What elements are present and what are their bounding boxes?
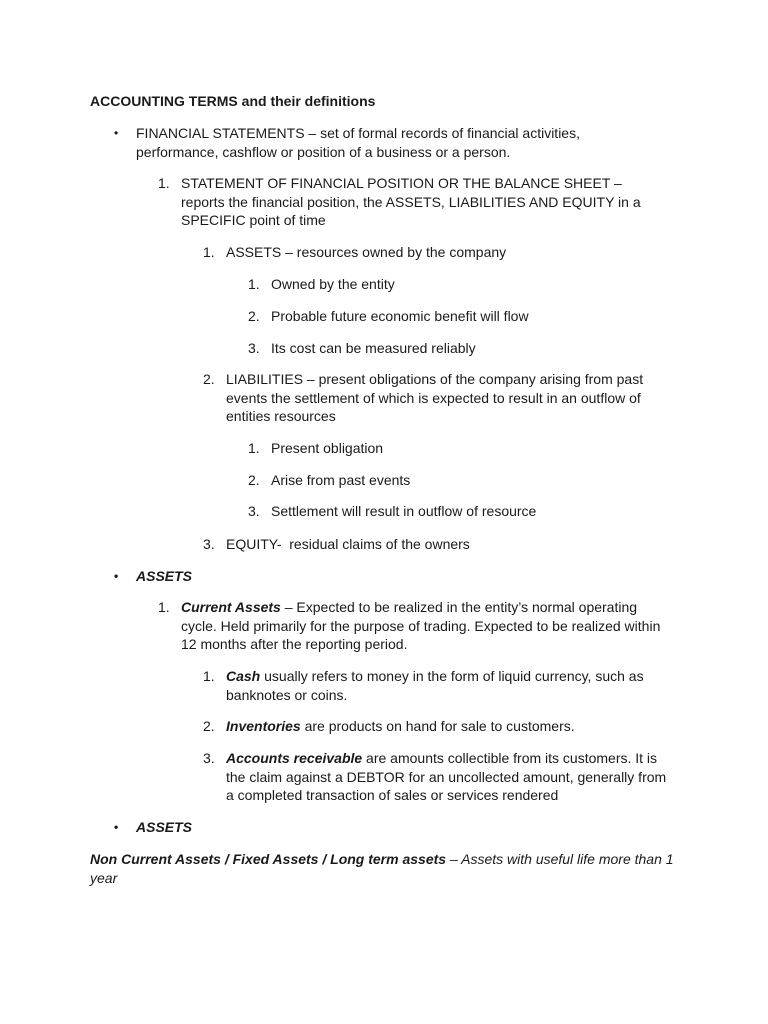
accounts-receivable-definition [226,749,676,805]
inventories-number: 2. [203,718,215,734]
sofp-number: 1. [158,175,170,191]
current-assets-text: – Expected to be realized in the entity’s normal operating cycle. Held primarily for the purpose of trading. Expected to be realized within 12 months after the reporting period. [181,599,661,652]
liability-criterion-number: 2. [248,472,260,488]
inventories-term: Inventories [226,718,301,734]
assets-definition: ASSETS – resources owned by the company [226,244,507,260]
asset-criterion: Its cost can be measured reliably [271,340,476,356]
noncurrent-assets-paragraph [90,850,675,887]
liabilities-number: 2. [203,371,215,387]
accounts-receivable-number: 3. [203,750,215,766]
liability-criterion: Arise from past events [271,472,411,488]
liability-criterion: Settlement will result in outflow of resource [271,503,537,519]
assets-number: 1. [203,244,215,260]
cash-definition [226,667,666,704]
liability-criterion-number: 1. [248,440,260,456]
inventories-definition [226,717,666,736]
accounts-receivable-text: are amounts collectible from its customers. It is the claim against a DEBTOR for an uncollected amount, generally from a completed transaction of sales or services rendered [226,750,667,803]
current-assets-definition [181,598,676,654]
asset-criterion-number: 3. [248,340,260,356]
liability-criterion: Present obligation [271,440,384,456]
liability-criterion-number: 3. [248,503,260,519]
equity-definition: EQUITY- residual claims of the owners [226,536,470,552]
inventories-text: are products on hand for sale to customers. [300,718,575,734]
current-assets-term: Current Assets [181,599,281,615]
financial-statements-definition: FINANCIAL STATEMENTS – set of formal records of financial activities, performance, cashflow or position of a business or a person. [136,125,580,160]
bullet-financial-statements-marker: • [114,126,119,140]
page-title: ACCOUNTING TERMS and their definitions [90,93,376,109]
asset-criterion: Owned by the entity [271,276,395,292]
bullet-assets-2-marker: • [114,820,119,834]
equity-number: 3. [203,536,215,552]
cash-term: Cash [226,668,261,684]
cash-number: 1. [203,668,215,684]
assets-heading-2: ASSETS [136,819,193,835]
accounts-receivable-term: Accounts receivable [226,750,363,766]
asset-criterion: Probable future economic benefit will flow [271,308,529,324]
assets-heading: ASSETS [136,568,193,584]
asset-criterion-number: 2. [248,308,260,324]
bullet-assets-marker: • [114,569,119,583]
asset-criterion-number: 1. [248,276,260,292]
liabilities-definition: LIABILITIES – present obligations of the company arising from past events the settlement of which is expected to result in an outflow of entities resources [226,371,644,424]
sofp-definition: STATEMENT OF FINANCIAL POSITION OR THE BALANCE SHEET – reports the financial position, the ASSETS, LIABILITIES AND EQUITY in a SPECIFIC point of time [181,175,641,228]
noncurrent-assets-term: Non Current Assets / Fixed Assets / Long term assets [90,851,447,867]
current-assets-number: 1. [158,599,170,615]
cash-text: usually refers to money in the form of liquid currency, such as banknotes or coins. [226,668,644,703]
noncurrent-assets-text: – Assets with useful life more than 1 year [90,851,674,886]
